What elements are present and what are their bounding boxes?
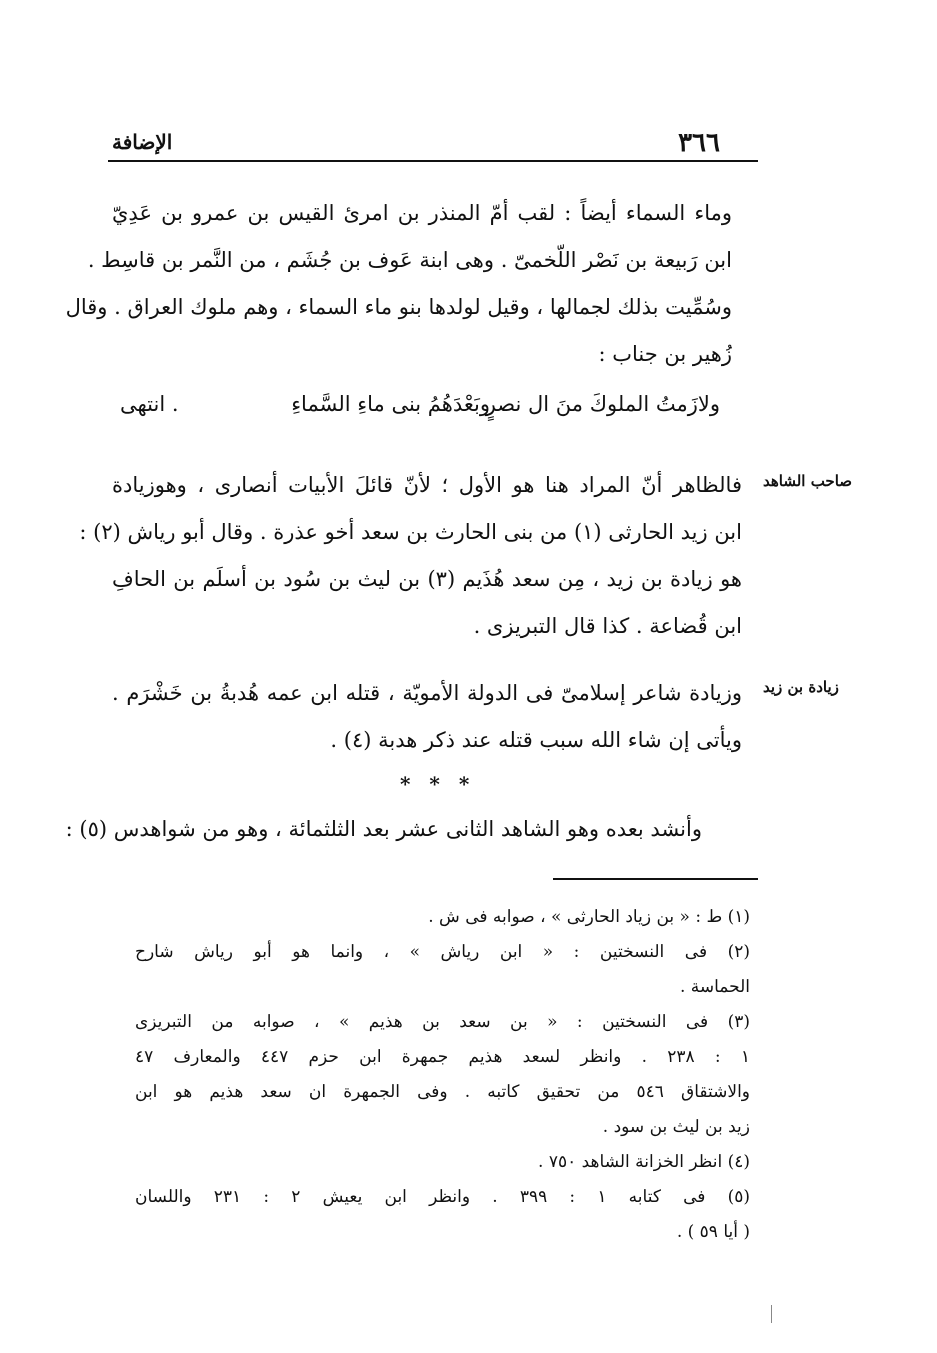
page-number: ٣٦٦ <box>678 128 720 158</box>
footnote-line: (٥) فى كتابه ١ : ٣٩٩ . وانظر ابن يعيش ٢ : ٢٣١ واللسان <box>135 1187 750 1207</box>
footnote-line: ( أيا ٥٩ ) . <box>676 1222 750 1242</box>
verse-second-hemistich: وبَعْدَهُمُ بنى ماءِ السَّماءِ <box>291 392 490 416</box>
margin-note-1: صاحب الشاهد <box>763 472 853 490</box>
running-header <box>108 128 758 160</box>
paragraph-3 <box>112 670 742 764</box>
text-line: زُهير بن جناب : <box>598 342 732 366</box>
chapter-title: الإضافة <box>112 130 173 154</box>
text-line: وماء السماء أيضاً : لقب أمّ المنذر بن امرئ القيس بن عمرو بن عَدِيّ <box>112 201 732 225</box>
poem-verse <box>120 392 720 436</box>
footnote-line: (٤) انظر الخزانة الشاهد ٧٥٠ . <box>538 1152 750 1172</box>
text-line: وسُمِّيت بذلك لجمالها ، وقيل لولدها بنو ماء السماء ، وهم ملوك العراق . وقال <box>65 295 732 319</box>
text-line: وأنشد بعده وهو الشاهد الثانى عشر بعد الثلثمائة ، وهو من شواهدس (٥) : <box>65 817 702 841</box>
text-line: وزيادة شاعر إسلامىّ فى الدولة الأمويّة ، قتله ابن عمه هُدبةُ بن خَشْرَم . <box>112 681 742 705</box>
footnote-line: (١) ط : « بن زياد الحارثى » ، صوابه فى ش . <box>428 907 750 927</box>
text-line: فالظاهر أنّ المراد هنا هو الأول ؛ لأنّ قائلَ الأبيات أنصارى ، وهوزيادة <box>112 473 742 497</box>
verse-first-hemistich: ولازَمتُ الملوكَ منَ ال نصرٍ <box>485 392 720 416</box>
text-line: ابن زيد الحارثى (١) من بنى الحارث بن سعد أخو عذرة . وقال أبو رياش (٢) : <box>79 520 742 544</box>
text-line: ابن قُضاعة . كذا قال التبريزى . <box>473 614 742 638</box>
footnotes <box>135 900 750 1250</box>
text-line: هو زيادة بن زيد ، مِن سعد هُذَيم (٣) بن ليث بن سُود بن أسلَم بن الحافِ <box>112 567 743 591</box>
footnote-line: (٣) فى النسختين : « بن سعد بن هذيم » ، صوابه من التبريزى <box>135 1012 750 1032</box>
paragraph-1 <box>65 190 732 378</box>
footnote-line: زيد بن ليث بن سود . <box>602 1117 750 1137</box>
section-separator: * * * <box>400 772 476 796</box>
text-line: ويأتى إن شاء الله سبب قتله عند ذكر هدبة (٤) . <box>330 728 742 752</box>
header-rule <box>108 160 758 162</box>
paragraph-2 <box>79 462 743 650</box>
footnote-line: والاشتقاق ٥٤٦ من تحقيق كاتبه . وفى الجمهرة ان سعد هذيم هو ابن <box>135 1082 751 1102</box>
text-line: ابن رَبيعة بن نَصْر اللّخمىّ . وهى ابنة عَوف بن جُشَم ، من النَّمر بن قاسِط . <box>87 248 732 272</box>
footnote-line: (٢) فى النسختين : « ابن رياش » ، وانما هو أبو رياش شارح <box>135 942 750 962</box>
paragraph-4 <box>65 806 702 853</box>
footnote-rule <box>553 878 758 880</box>
footnote-line: ١ : ٢٣٨ . وانظر لسعد هذيم جمهرة ابن حزم ٤٤٧ والمعارف ٤٧ <box>135 1047 750 1067</box>
scan-mark <box>771 1305 772 1323</box>
footnote-line: الحماسة . <box>679 977 750 997</box>
verse-end-note: . انتهى <box>120 392 179 416</box>
margin-note-2: زيادة بن زيد <box>763 678 839 696</box>
